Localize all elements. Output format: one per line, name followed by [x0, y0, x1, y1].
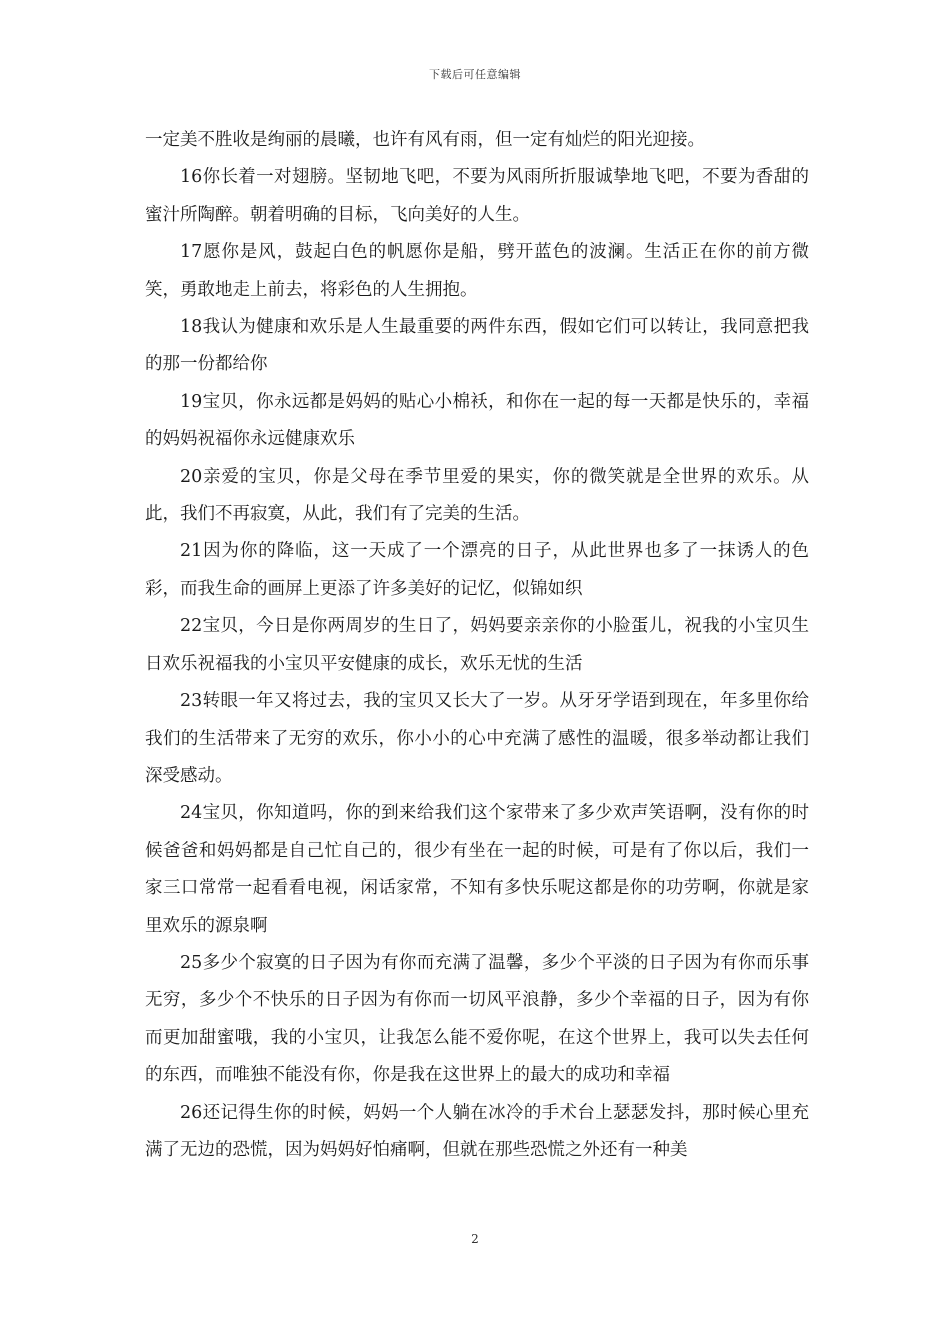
- paragraph-22: 22宝贝，今日是你两周岁的生日了，妈妈要亲亲你的小脸蛋儿，祝我的小宝贝生日欢乐祝福我的小宝贝平安健康的成长，欢乐无忧的生活: [145, 616, 809, 674]
- paragraph-18: 18我认为健康和欢乐是人生最重要的两件东西，假如它们可以转让，我同意把我的那一份都给你: [145, 317, 809, 375]
- paragraph-26: 26还记得生你的时候，妈妈一个人躺在冰冷的手术台上瑟瑟发抖，那时候心里充满了无边的恐慌，因为妈妈好怕痛啊，但就在那些恐慌之外还有一种美: [145, 1102, 809, 1160]
- paragraph-19: 19宝贝，你永远都是妈妈的贴心小棉袄，和你在一起的每一天都是快乐的，幸福的妈妈祝福你永远健康欢乐: [145, 391, 809, 450]
- paragraph-continued: 一定美不胜收是绚丽的晨曦，也许有风有雨，但一定有灿烂的阳光迎接。: [145, 130, 705, 150]
- paragraph-20: 20亲爱的宝贝，你是父母在季节里爱的果实，你的微笑就是全世界的欢乐。从此，我们不再寂寞，从此，我们有了完美的生活。: [145, 466, 809, 525]
- document-body: [145, 122, 809, 1169]
- paragraph-24: 24宝贝，你知道吗，你的到来给我们这个家带来了多少欢声笑语啊，没有你的时候爸爸和妈妈都是自己忙自己的，很少有坐在一起的时候，可是有了你以后，我们一家三口常常一起看看电视，闲话家常，不知有多快乐呢这都是你的功劳啊，你就是家里欢乐的源泉啊: [145, 803, 809, 936]
- page-header: 下载后可任意编辑: [429, 68, 521, 81]
- page-number: 2: [471, 1232, 479, 1246]
- paragraph-17: 17愿你是风，鼓起白色的帆愿你是船，劈开蓝色的波澜。生活正在你的前方微笑，勇敢地走上前去，将彩色的人生拥抱。: [145, 242, 809, 300]
- paragraph-16: 16你长着一对翅膀。坚韧地飞吧，不要为风雨所折服诚挚地飞吧，不要为香甜的蜜汁所陶醉。朝着明确的目标，飞向美好的人生。: [145, 167, 809, 225]
- paragraph-23: 23转眼一年又将过去，我的宝贝又长大了一岁。从牙牙学语到现在，年多里你给我们的生活带来了无穷的欢乐，你小小的心中充满了感性的温暖，很多举动都让我们深受感动。: [145, 691, 809, 786]
- paragraph-21: 21因为你的降临，这一天成了一个漂亮的日子，从此世界也多了一抹诱人的色彩，而我生命的画屏上更添了许多美好的记忆，似锦如织: [145, 541, 809, 599]
- paragraph-25: 25多少个寂寞的日子因为有你而充满了温馨，多少个平淡的日子因为有你而乐事无穷，多少个不快乐的日子因为有你而一切风平浪静，多少个幸福的日子，因为有你而更加甜蜜哦，我的小宝贝，让我怎么能不爱你呢，在这个世界上，我可以失去任何的东西，而唯独不能没有你，你是我在这世界上的最大的成功和幸福: [145, 952, 809, 1086]
